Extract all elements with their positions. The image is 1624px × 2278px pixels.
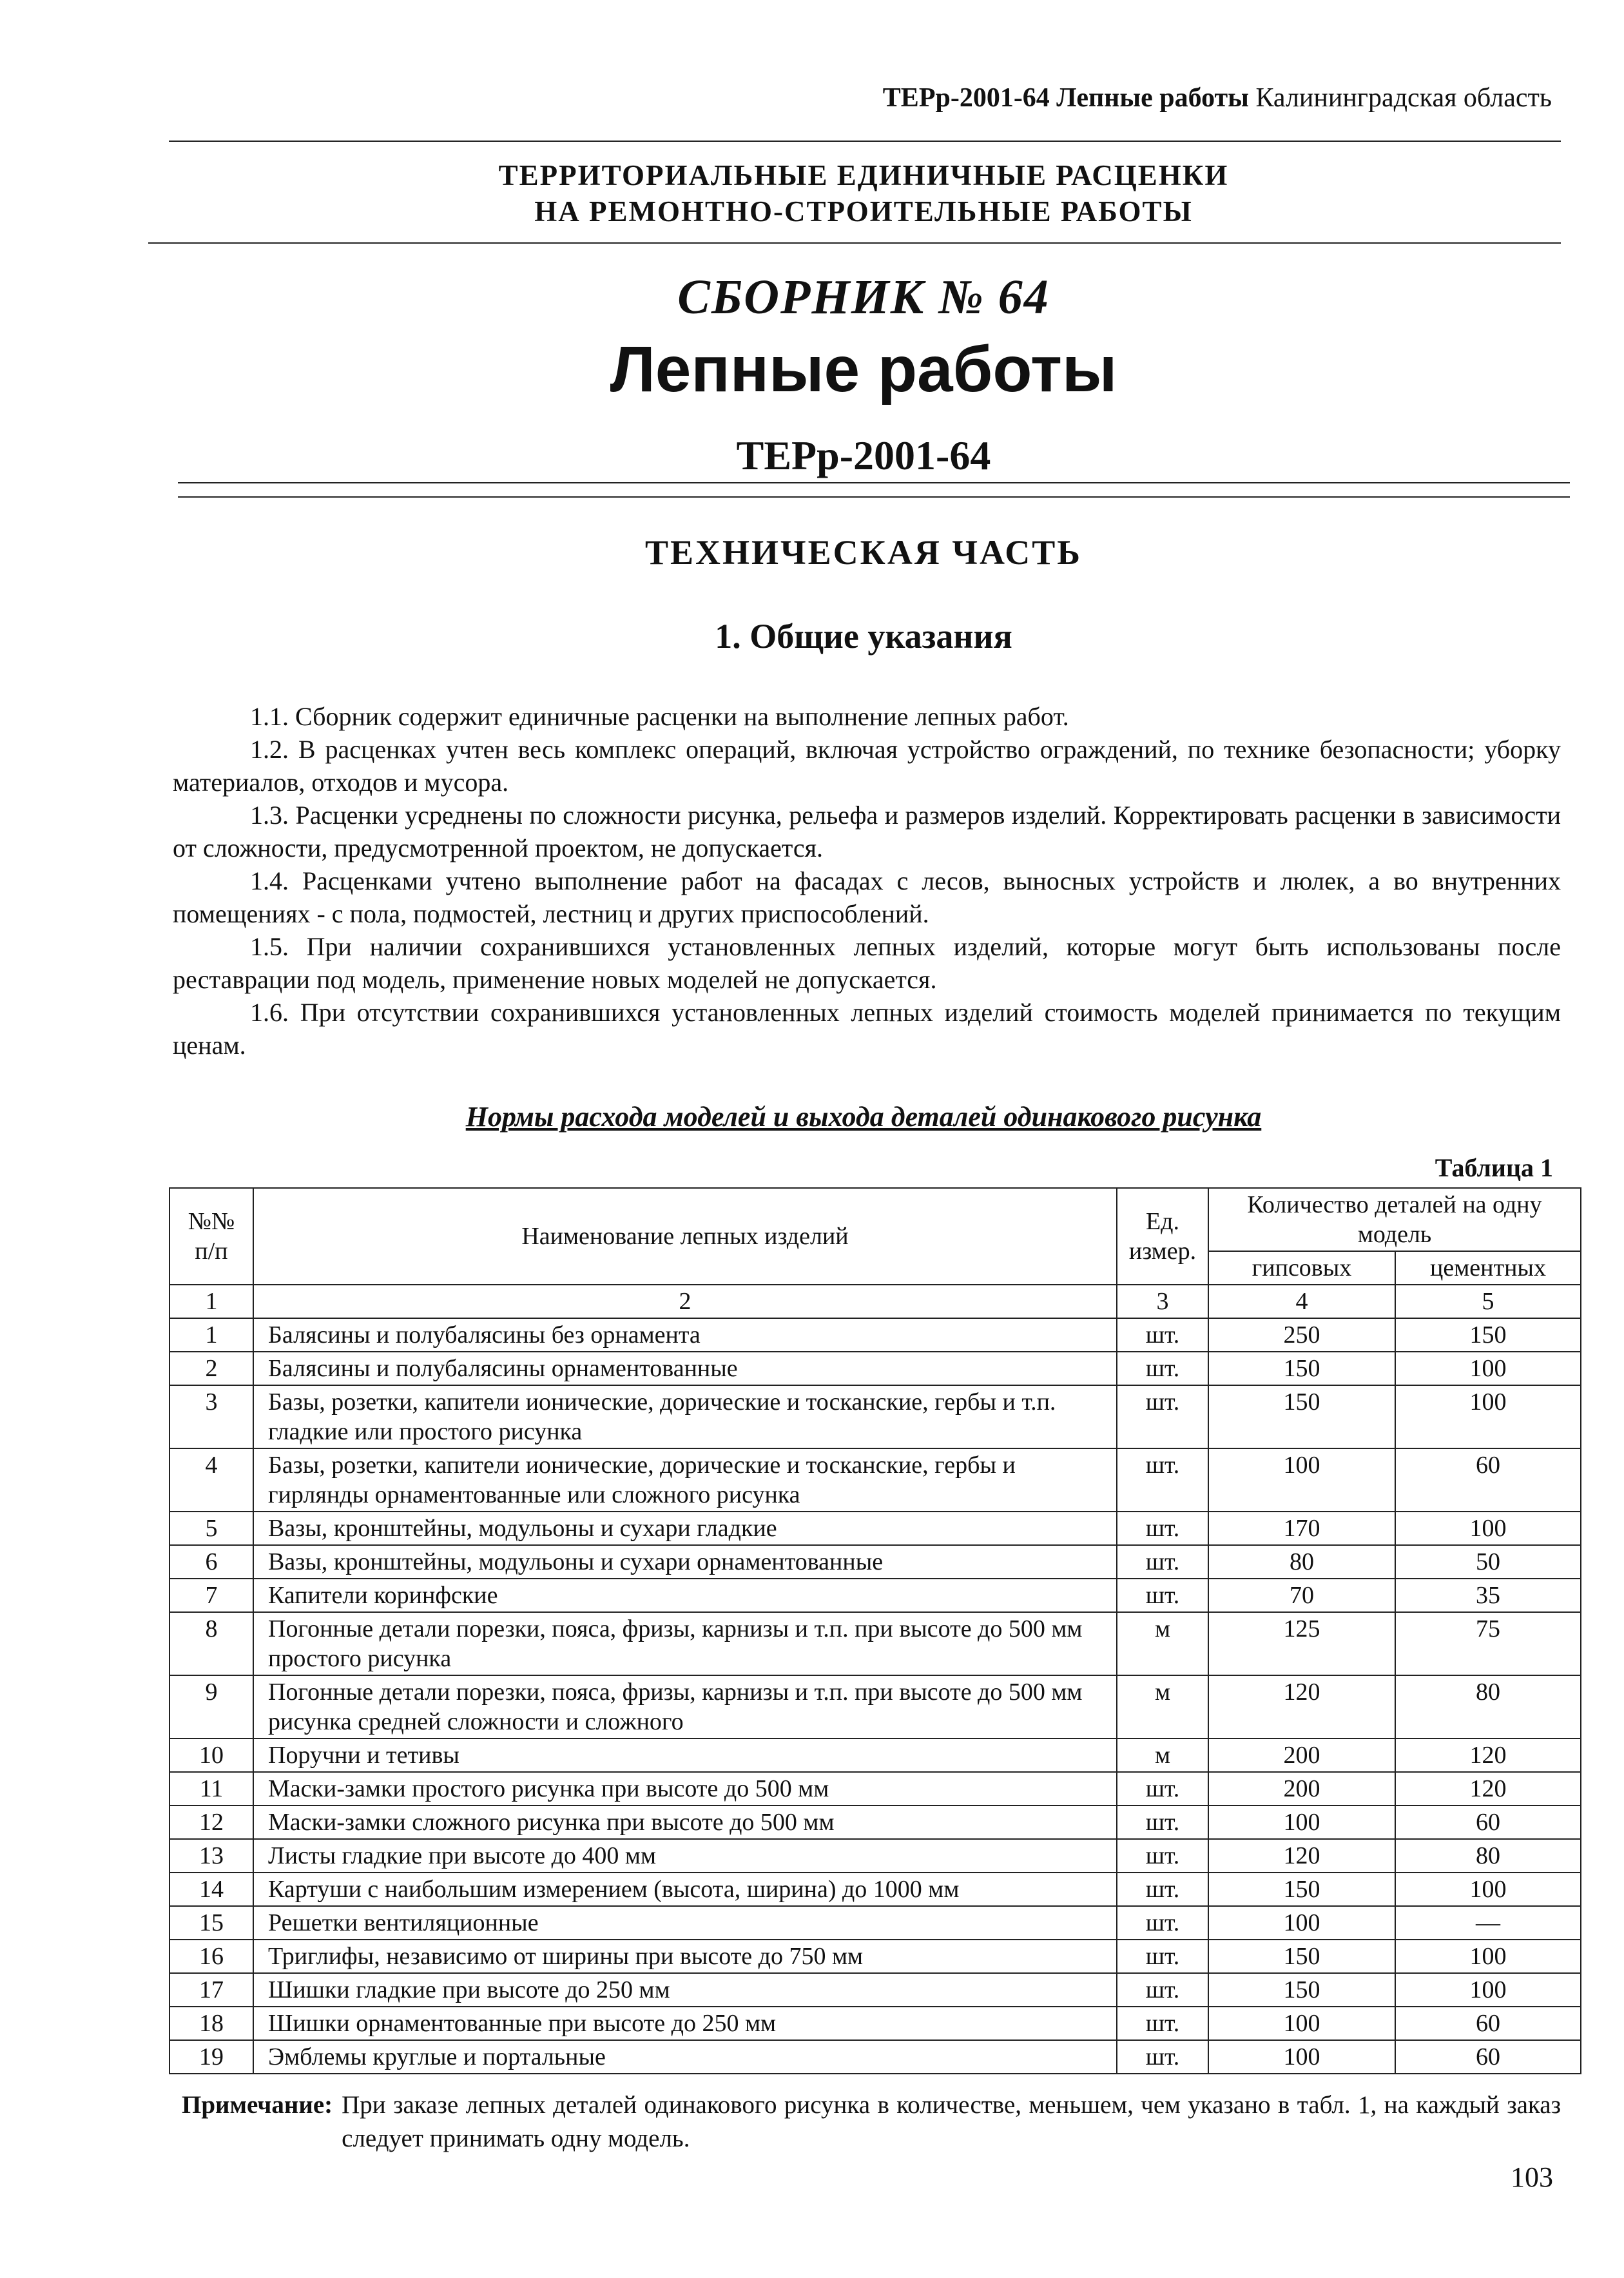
table-row bbox=[169, 1940, 1581, 1973]
table-row bbox=[169, 1612, 1581, 1675]
running-header-code: ТЕРр-2001-64 Лепные работы bbox=[882, 83, 1249, 113]
cell-unit: шт. bbox=[1117, 1772, 1208, 1806]
collection-title: Лепные работы bbox=[610, 333, 1117, 405]
paragraph: 1.6. При отсутствии сохранившихся установленных лепных изделий стоимость моделей принимается по текущим ценам. bbox=[173, 998, 1561, 1060]
table-row bbox=[169, 1906, 1581, 1940]
table-row bbox=[169, 1385, 1581, 1448]
cell-gypsum: 125 bbox=[1208, 1612, 1395, 1675]
cell-unit: м bbox=[1117, 1675, 1208, 1738]
cell-unit: шт. bbox=[1117, 1318, 1208, 1352]
cell-num: 13 bbox=[169, 1839, 253, 1873]
cell-unit: шт. bbox=[1117, 1806, 1208, 1839]
cell-num: 3 bbox=[169, 1385, 253, 1448]
cell-num: 10 bbox=[169, 1738, 253, 1772]
cell-cement: 100 bbox=[1395, 1873, 1581, 1906]
paragraph: 1.5. При наличии сохранившихся установленных лепных изделий, которые могут быть использованы после реставрации под модель, применение новых моделей не допускается. bbox=[173, 932, 1561, 994]
cell-num: 2 bbox=[169, 1352, 253, 1385]
header-unit: Ед. измер. bbox=[1117, 1188, 1208, 1285]
cell-num: 12 bbox=[169, 1806, 253, 1839]
header-gypsum: гипсовых bbox=[1208, 1251, 1395, 1285]
cell-cement: 100 bbox=[1395, 1512, 1581, 1545]
table-row bbox=[169, 1352, 1581, 1385]
table-row bbox=[169, 1738, 1581, 1772]
publisher-block bbox=[168, 157, 1560, 229]
cell-name: Вазы, кронштейны, модульоны и сухари гладкие bbox=[253, 1512, 1117, 1545]
cell-name: Шишки орнаментованные при высоте до 250 мм bbox=[253, 2007, 1117, 2040]
note-label: Примечание: bbox=[182, 2091, 333, 2119]
publisher-line-2: НА РЕМОНТНО-СТРОИТЕЛЬНЫЕ РАБОТЫ bbox=[534, 195, 1193, 228]
running-header bbox=[883, 83, 1552, 113]
header-rule bbox=[169, 141, 1561, 142]
cell-unit: шт. bbox=[1117, 1906, 1208, 1940]
cell-num: 18 bbox=[169, 2007, 253, 2040]
page-number: 103 bbox=[1511, 2161, 1553, 2193]
cell-cement: 100 bbox=[1395, 1385, 1581, 1448]
column-index-cell: 2 bbox=[253, 1285, 1117, 1318]
table-row bbox=[169, 1772, 1581, 1806]
cell-unit: шт. bbox=[1117, 1839, 1208, 1873]
column-index-row bbox=[169, 1285, 1581, 1318]
cell-name: Решетки вентиляционные bbox=[253, 1906, 1117, 1940]
column-index-cell: 5 bbox=[1395, 1285, 1581, 1318]
cell-name: Балясины и полубалясины без орнамента bbox=[253, 1318, 1117, 1352]
cell-num: 8 bbox=[169, 1612, 253, 1675]
cell-cement: 50 bbox=[1395, 1545, 1581, 1579]
cell-name: Поручни и тетивы bbox=[253, 1738, 1117, 1772]
cell-unit: м bbox=[1117, 1738, 1208, 1772]
cell-cement: — bbox=[1395, 1906, 1581, 1940]
cell-gypsum: 200 bbox=[1208, 1738, 1395, 1772]
cell-cement: 100 bbox=[1395, 1940, 1581, 1973]
cell-cement: 120 bbox=[1395, 1738, 1581, 1772]
cell-unit: шт. bbox=[1117, 1385, 1208, 1448]
table-row bbox=[169, 1806, 1581, 1839]
header-name: Наименование лепных изделий bbox=[253, 1188, 1117, 1285]
cell-name: Базы, розетки, капители ионические, дорические и тосканские, гербы и т.п. гладкие или простого рисунка bbox=[253, 1385, 1117, 1448]
norms-table-body bbox=[169, 1285, 1581, 2074]
cell-gypsum: 150 bbox=[1208, 1873, 1395, 1906]
cell-unit: шт. bbox=[1117, 1448, 1208, 1512]
cell-unit: шт. bbox=[1117, 1352, 1208, 1385]
code-rule-top bbox=[178, 482, 1570, 483]
cell-name: Балясины и полубалясины орнаментованные bbox=[253, 1352, 1117, 1385]
cell-name: Погонные детали порезки, пояса, фризы, карнизы и т.п. при высоте до 500 мм простого рисунка bbox=[253, 1612, 1117, 1675]
cell-gypsum: 120 bbox=[1208, 1839, 1395, 1873]
cell-name: Базы, розетки, капители ионические, дорические и тосканские, гербы и гирлянды орнаментованные или сложного рисунка bbox=[253, 1448, 1117, 1512]
cell-cement: 60 bbox=[1395, 1448, 1581, 1512]
cell-gypsum: 100 bbox=[1208, 2040, 1395, 2074]
cell-cement: 80 bbox=[1395, 1675, 1581, 1738]
cell-name: Эмблемы круглые и портальные bbox=[253, 2040, 1117, 2074]
table-number: Таблица 1 bbox=[1435, 1153, 1553, 1182]
column-index-cell: 3 bbox=[1117, 1285, 1208, 1318]
cell-unit: шт. bbox=[1117, 1579, 1208, 1612]
cell-name: Капители коринфские bbox=[253, 1579, 1117, 1612]
subsection-title: 1. Общие указания bbox=[715, 617, 1012, 656]
table-row bbox=[169, 1675, 1581, 1738]
publisher-rule bbox=[148, 242, 1561, 244]
paragraph: 1.1. Сборник содержит единичные расценки на выполнение лепных работ. bbox=[250, 702, 1069, 731]
cell-unit: шт. bbox=[1117, 1873, 1208, 1906]
cell-gypsum: 150 bbox=[1208, 1940, 1395, 1973]
cell-num: 1 bbox=[169, 1318, 253, 1352]
cell-gypsum: 150 bbox=[1208, 1973, 1395, 2007]
cell-num: 11 bbox=[169, 1772, 253, 1806]
cell-gypsum: 120 bbox=[1208, 1675, 1395, 1738]
cell-gypsum: 150 bbox=[1208, 1385, 1395, 1448]
cell-gypsum: 170 bbox=[1208, 1512, 1395, 1545]
table-row bbox=[169, 1318, 1581, 1352]
paragraph: 1.2. В расценках учтен весь комплекс операций, включая устройство ограждений, по технике безопасности; уборку материалов, отходов и мусора. bbox=[173, 735, 1561, 797]
cell-num: 7 bbox=[169, 1579, 253, 1612]
cell-unit: шт. bbox=[1117, 1973, 1208, 2007]
cell-cement: 75 bbox=[1395, 1612, 1581, 1675]
cell-gypsum: 100 bbox=[1208, 1448, 1395, 1512]
cell-gypsum: 100 bbox=[1208, 2007, 1395, 2040]
cell-cement: 35 bbox=[1395, 1579, 1581, 1612]
cell-cement: 60 bbox=[1395, 2007, 1581, 2040]
column-index-cell: 4 bbox=[1208, 1285, 1395, 1318]
cell-name: Листы гладкие при высоте до 400 мм bbox=[253, 1839, 1117, 1873]
cell-name: Маски-замки простого рисунка при высоте до 500 мм bbox=[253, 1772, 1117, 1806]
table-row bbox=[169, 1873, 1581, 1906]
cell-num: 5 bbox=[169, 1512, 253, 1545]
cell-cement: 60 bbox=[1395, 2040, 1581, 2074]
code-rule-bottom bbox=[178, 496, 1570, 498]
cell-unit: шт. bbox=[1117, 2007, 1208, 2040]
table-row bbox=[169, 1448, 1581, 1512]
publisher-line-1: ТЕРРИТОРИАЛЬНЫЕ ЕДИНИЧНЫЕ РАСЦЕНКИ bbox=[498, 159, 1229, 191]
cell-name: Маски-замки сложного рисунка при высоте до 500 мм bbox=[253, 1806, 1117, 1839]
table-row bbox=[169, 1579, 1581, 1612]
paragraph: 1.3. Расценки усреднены по сложности рисунка, рельефа и размеров изделий. Корректировать расценки в зависимости от сложности, предусмотренной проектом, не допускается. bbox=[173, 801, 1561, 862]
cell-name: Вазы, кронштейны, модульоны и сухари орнаментованные bbox=[253, 1545, 1117, 1579]
cell-num: 15 bbox=[169, 1906, 253, 1940]
cell-gypsum: 100 bbox=[1208, 1906, 1395, 1940]
cell-num: 6 bbox=[169, 1545, 253, 1579]
cell-unit: шт. bbox=[1117, 2040, 1208, 2074]
cell-unit: шт. bbox=[1117, 1940, 1208, 1973]
cell-cement: 150 bbox=[1395, 1318, 1581, 1352]
running-header-region: Калининградская область bbox=[1255, 83, 1552, 113]
cell-cement: 60 bbox=[1395, 1806, 1581, 1839]
note-text: При заказе лепных деталей одинакового рисунка в количестве, меньшем, чем указано в табл. 1, на каждый заказ следует принимать одну модель. bbox=[342, 2091, 1561, 2152]
cell-num: 4 bbox=[169, 1448, 253, 1512]
cell-name: Триглифы, независимо от ширины при высоте до 750 мм bbox=[253, 1940, 1117, 1973]
cell-gypsum: 80 bbox=[1208, 1545, 1395, 1579]
cell-unit: шт. bbox=[1117, 1545, 1208, 1579]
table-row bbox=[169, 1973, 1581, 2007]
cell-unit: шт. bbox=[1117, 1512, 1208, 1545]
cell-name: Шишки гладкие при высоте до 250 мм bbox=[253, 1973, 1117, 2007]
header-qty: Количество деталей на одну модель bbox=[1208, 1188, 1581, 1251]
cell-num: 19 bbox=[169, 2040, 253, 2074]
cell-cement: 120 bbox=[1395, 1772, 1581, 1806]
column-index-cell: 1 bbox=[169, 1285, 253, 1318]
cell-cement: 100 bbox=[1395, 1973, 1581, 2007]
header-num: №№ п/п bbox=[169, 1188, 253, 1285]
cell-cement: 80 bbox=[1395, 1839, 1581, 1873]
cell-unit: м bbox=[1117, 1612, 1208, 1675]
cell-cement: 100 bbox=[1395, 1352, 1581, 1385]
cell-gypsum: 100 bbox=[1208, 1806, 1395, 1839]
table-row bbox=[169, 1512, 1581, 1545]
cell-num: 16 bbox=[169, 1940, 253, 1973]
collection-label: СБОРНИК № 64 bbox=[677, 270, 1050, 324]
cell-num: 17 bbox=[169, 1973, 253, 2007]
cell-name: Картуши с наибольшим измерением (высота, ширина) до 1000 мм bbox=[253, 1873, 1117, 1906]
header-cement: цементных bbox=[1395, 1251, 1581, 1285]
note-block bbox=[182, 2088, 1561, 2156]
table-row bbox=[169, 1545, 1581, 1579]
cell-gypsum: 200 bbox=[1208, 1772, 1395, 1806]
cell-gypsum: 250 bbox=[1208, 1318, 1395, 1352]
cell-num: 9 bbox=[169, 1675, 253, 1738]
table-caption: Нормы расхода моделей и выхода деталей одинакового рисунка bbox=[465, 1101, 1262, 1133]
cell-num: 14 bbox=[169, 1873, 253, 1906]
cell-name: Погонные детали порезки, пояса, фризы, карнизы и т.п. при высоте до 500 мм рисунка средней сложности и сложного bbox=[253, 1675, 1117, 1738]
general-instructions bbox=[173, 700, 1561, 1062]
table-row bbox=[169, 2040, 1581, 2074]
table-row bbox=[169, 2007, 1581, 2040]
cell-gypsum: 70 bbox=[1208, 1579, 1395, 1612]
cell-gypsum: 150 bbox=[1208, 1352, 1395, 1385]
section-title: ТЕХНИЧЕСКАЯ ЧАСТЬ bbox=[645, 533, 1082, 572]
collection-code: ТЕРр-2001-64 bbox=[736, 433, 991, 478]
table-row bbox=[169, 1839, 1581, 1873]
paragraph: 1.4. Расценками учтено выполнение работ на фасадах с лесов, выносных устройств и люлек, а во внутренних помещениях - с пола, подмостей, лестниц и других приспособлений. bbox=[173, 866, 1561, 928]
norms-table bbox=[169, 1187, 1581, 2074]
